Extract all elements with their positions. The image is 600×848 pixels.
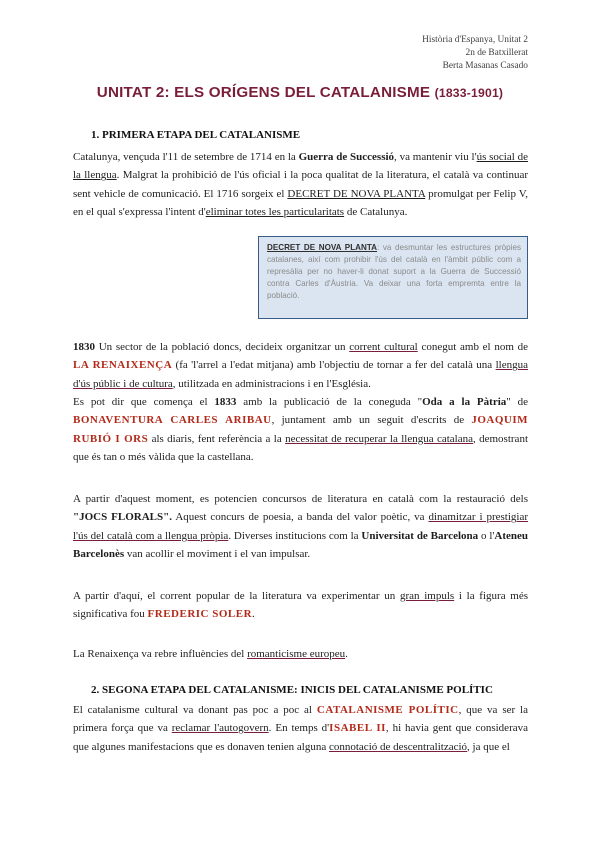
- bold-term: 1833: [214, 396, 237, 408]
- text: Es pot dir que comença el: [73, 396, 215, 408]
- underlined-term: dinamitzar i prestigiar l'ús del català com a llengua pròpia: [73, 511, 528, 542]
- text: A partir d'aquí, el corrent popular de la literatura va experimentar un: [73, 590, 400, 602]
- bold-term: "JOCS FLORALS".: [73, 511, 172, 524]
- year-label: 1830: [73, 341, 95, 353]
- text: conegut amb el nom de: [417, 341, 529, 353]
- section1-paragraph-3: [73, 393, 528, 467]
- page-header: [422, 34, 528, 73]
- text: , juntament amb un seguit d'escrits de: [271, 414, 472, 427]
- underlined-term: romanticisme europeu: [247, 648, 346, 660]
- section1-paragraph-1: [73, 148, 528, 222]
- definition-term: DECRET DE NOVA PLANTA: [267, 243, 378, 252]
- text: A partir d'aquest moment, es potencien concursos de literatura en català com la restauració dels: [73, 493, 528, 505]
- text: , que va ser la primera força que va: [73, 704, 528, 735]
- text: " de: [506, 396, 529, 408]
- text: , utilitzada en administracions i en l'Església.: [172, 377, 371, 390]
- section2-heading: 2. SEGONA ETAPA DEL CATALANISME: INICIS DEL CATALANISME POLÍTIC: [91, 684, 493, 696]
- definition-text: : va desmuntar les estructures pròpies catalanes, així com prohibir l'ús del català en l'àmbit públic com a represàlia per no haver-li donat suport a la Guerra de Successió contra Carles d'Àustria. Va deixar una forta empremta entre la població.: [267, 243, 521, 300]
- section1-paragraph-2: [73, 338, 528, 393]
- underlined-term: connotació de descentralització: [328, 740, 468, 753]
- text: , demostrant que és tan o més vàlida que la castellana.: [73, 432, 528, 464]
- text: i la figura més significativa fou: [73, 590, 529, 621]
- text: Un sector de la població doncs, decideix organitzar un: [95, 341, 350, 353]
- text: El catalanisme cultural va donant pas poc a poc al: [73, 704, 317, 716]
- bold-term: Guerra de Successió: [298, 151, 395, 163]
- underlined-term: corrent cultural: [349, 341, 418, 353]
- highlight-term: JOAQUIM RUBIÓ I ORS: [73, 414, 529, 445]
- text: , ja que el: [467, 740, 510, 753]
- text: . Malgrat la prohibició de l'ús oficial i la poca qualitat de la literatura, el català va continuar sent vehicle de comunicació. El 1716 sorgeix el: [73, 169, 528, 200]
- bold-term: Ateneu Barcelonès: [73, 529, 528, 561]
- text: o l': [478, 529, 495, 542]
- text: .: [252, 608, 255, 621]
- underlined-term: DECRET DE NOVA PLANTA: [287, 187, 426, 200]
- text: , hi havia gent que considerava que algunes manifestacions que es donaven tenien alguna: [73, 722, 528, 753]
- underlined-term: eliminar totes les particularitats: [205, 206, 345, 219]
- text: Aquest concurs de poesia, a banda del valor poètic, va: [171, 511, 429, 524]
- text: als diaris, fent referència a la: [148, 432, 286, 445]
- text: . En temps d': [268, 722, 330, 735]
- underlined-term: ús social de la llengua: [73, 151, 528, 182]
- section1-paragraph-4: [73, 490, 528, 564]
- header-subject: Història d'Espanya, Unitat 2: [422, 35, 528, 45]
- highlight-term: CATALANISME POLÍTIC: [316, 704, 459, 716]
- title-main: UNITAT 2: ELS ORÍGENS DEL CATALANISME: [96, 84, 431, 101]
- text: Catalunya, vençuda l'11 de setembre de 1714 en la: [73, 151, 299, 163]
- section1-paragraph-5: [73, 587, 528, 624]
- text: . Diverses institucions com la: [228, 529, 362, 542]
- header-author: Berta Masanas Casado: [442, 61, 528, 71]
- definition-box: [258, 236, 528, 319]
- highlight-term: FREDERIC SOLER: [147, 608, 253, 621]
- text: La Renaixença va rebre influències del: [73, 648, 248, 660]
- text: van acollir el moviment i el van impulsar.: [124, 548, 311, 561]
- text: (fa 'l'arrel a l'edat mitjana) amb l'objectiu de tornar a fer del català una: [172, 359, 496, 372]
- section2-paragraph-1: [73, 701, 528, 756]
- highlight-term: LA RENAIXENÇA: [73, 359, 173, 372]
- section1-paragraph-6: [73, 645, 528, 663]
- text: .: [345, 648, 348, 660]
- text: amb la publicació de la coneguda ": [236, 396, 423, 408]
- highlight-term: BONAVENTURA CARLES ARIBAU: [73, 414, 272, 427]
- highlight-term: ISABEL II: [329, 722, 386, 735]
- section1-heading: 1. PRIMERA ETAPA DEL CATALANISME: [91, 129, 301, 141]
- underlined-term: llengua d'ús públic i de cultura: [73, 359, 528, 390]
- bold-term: Oda a la Pàtria: [422, 396, 507, 408]
- underlined-term: necessitat de recuperar la llengua catalana: [285, 432, 473, 445]
- text: de Catalunya.: [344, 206, 408, 219]
- title-years: (1833-1901): [434, 86, 504, 100]
- bold-term: Universitat de Barcelona: [361, 529, 479, 542]
- document-title: [0, 84, 600, 101]
- underlined-term: gran impuls: [399, 590, 455, 602]
- text: promulgat per Felip V, en el qual s'expressa l'intent d': [73, 187, 528, 219]
- header-course: 2n de Batxillerat: [465, 48, 528, 58]
- underlined-term: reclamar l'autogovern: [171, 722, 269, 735]
- text: , va mantenir viu l': [394, 151, 477, 163]
